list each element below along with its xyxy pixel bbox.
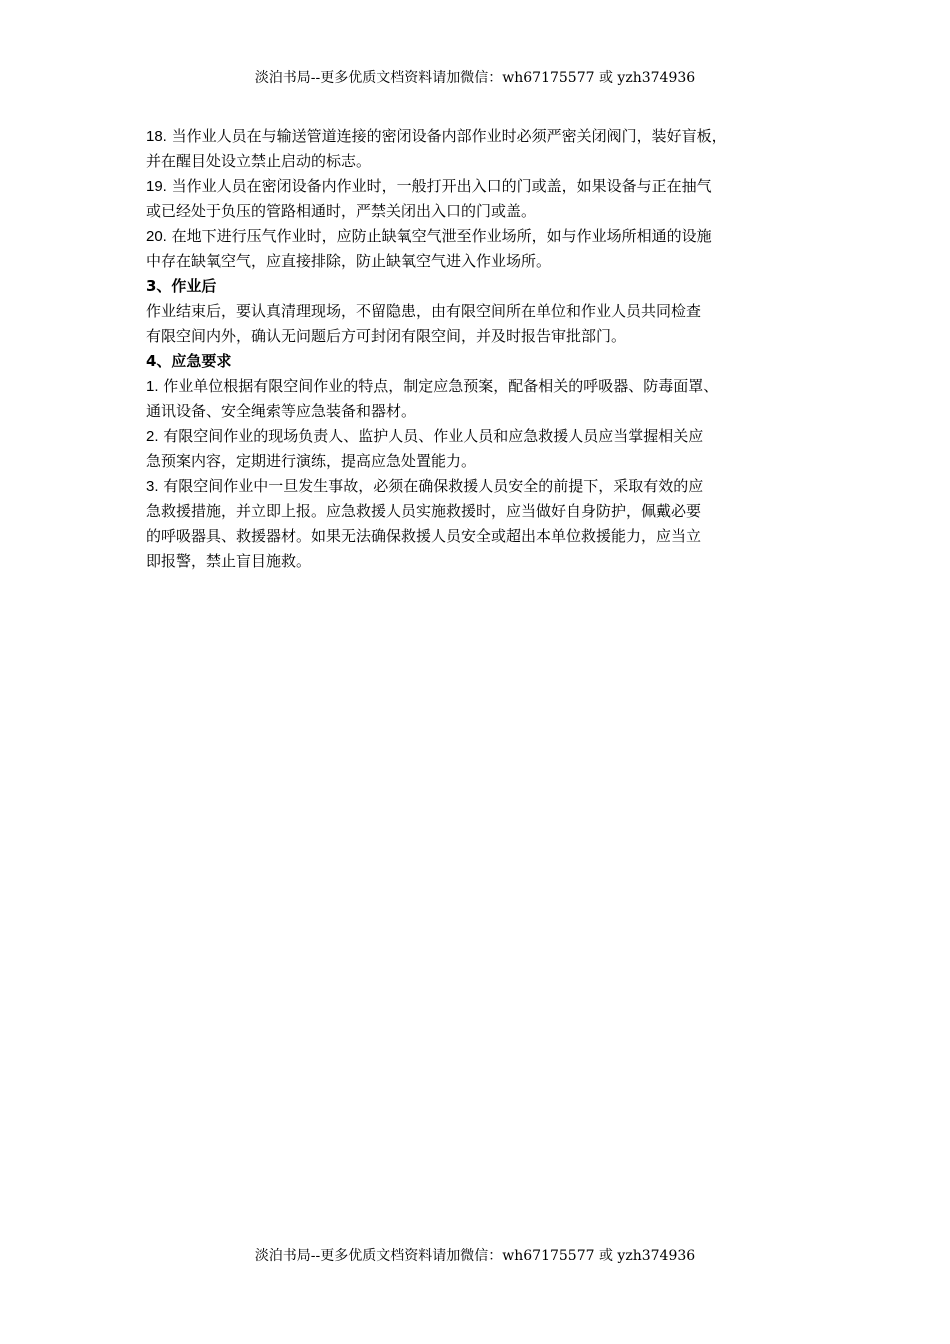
- section-4-heading: 4、应急要求: [146, 352, 232, 370]
- item-20-number: 20.: [146, 228, 167, 245]
- document-body: [146, 124, 826, 574]
- section-4-item-3-line-3: 的呼吸器具、救援器材。如果无法确保救援人员安全或超出本单位救援能力，应当立: [146, 527, 702, 545]
- section-4-item-1-number: 1.: [146, 378, 159, 395]
- section-3-heading: 3、作业后: [146, 277, 217, 295]
- item-18-number: 18.: [146, 128, 167, 145]
- section-4-item-2-line-1: [146, 424, 826, 449]
- section-4-item-3-text: 有限空间作业中一旦发生事故，必须在确保救援人员安全的前提下，采取有效的应: [158, 477, 704, 495]
- item-20-text: 在地下进行压气作业时，应防止缺氧空气泄至作业场所，如与作业场所相通的设施: [166, 227, 712, 245]
- item-20-line-2: 中存在缺氧空气，应直接排除，防止缺氧空气进入作业场所。: [146, 252, 552, 270]
- section-4-item-1-text: 作业单位根据有限空间作业的特点，制定应急预案，配备相关的呼吸器、防毒面罩、: [158, 377, 719, 395]
- section-4-item-1-line-2: 通讯设备、安全绳索等应急装备和器材。: [146, 402, 417, 420]
- section-3-paragraph-line-1: 作业结束后，要认真清理现场，不留隐患，由有限空间所在单位和作业人员共同检查: [146, 302, 702, 320]
- item-19-number: 19.: [146, 178, 167, 195]
- section-4-item-3-number: 3.: [146, 478, 159, 495]
- page-header: 淡泊书局--更多优质文档资料请加微信：wh67175577 或 yzh374936: [254, 70, 696, 86]
- item-18-line-1: [146, 124, 826, 149]
- page-footer: 淡泊书局--更多优质文档资料请加微信：wh67175577 或 yzh374936: [254, 1248, 696, 1264]
- section-4-item-3-line-1: [146, 474, 826, 499]
- section-4-item-2-text: 有限空间作业的现场负责人、监护人员、作业人员和应急救援人员应当掌握相关应: [158, 427, 704, 445]
- section-4-item-3-line-2: 急救援措施，并立即上报。应急救援人员实施救援时，应当做好自身防护，佩戴必要: [146, 502, 702, 520]
- item-19-text: 当作业人员在密闭设备内作业时，一般打开出入口的门或盖，如果设备与正在抽气: [166, 177, 712, 195]
- item-18-line-2: 并在醒目处设立禁止启动的标志。: [146, 152, 372, 170]
- item-18-text: 当作业人员在与输送管道连接的密闭设备内部作业时必须严密关闭阀门，装好盲板，: [166, 127, 727, 145]
- section-4-item-1-line-1: [146, 374, 826, 399]
- section-4-item-2-line-2: 急预案内容，定期进行演练，提高应急处置能力。: [146, 452, 477, 470]
- section-3-paragraph-line-2: 有限空间内外，确认无问题后方可封闭有限空间，并及时报告审批部门。: [146, 327, 627, 345]
- section-4-item-3-line-4: 即报警，禁止盲目施救。: [146, 552, 312, 570]
- item-19-line-1: [146, 174, 826, 199]
- section-4-item-2-number: 2.: [146, 428, 159, 445]
- item-19-line-2: 或已经处于负压的管路相通时，严禁关闭出入口的门或盖。: [146, 202, 537, 220]
- item-20-line-1: [146, 224, 826, 249]
